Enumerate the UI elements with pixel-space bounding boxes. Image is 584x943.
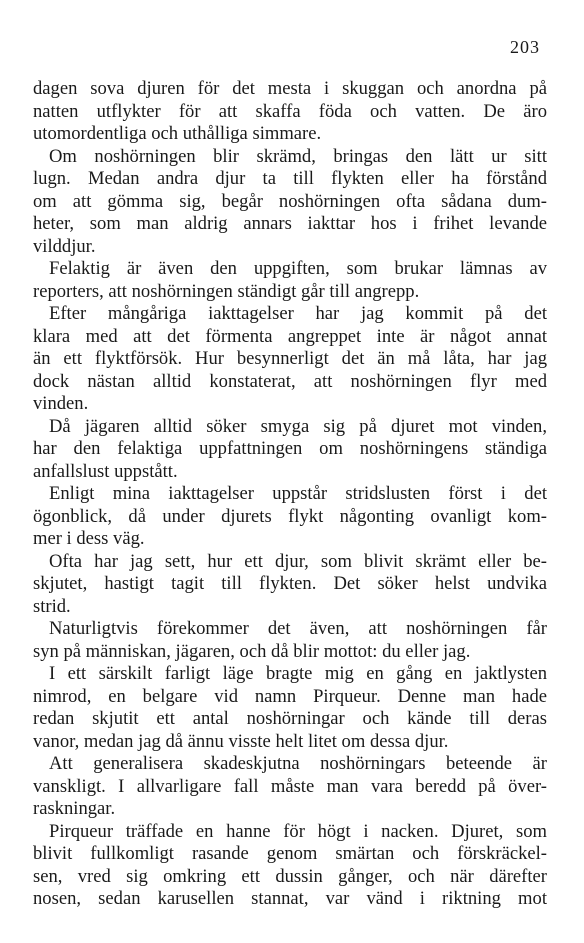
text-line: vanor, medan jag då ännu visste helt litet om dessa djur. bbox=[33, 730, 449, 752]
text-line: Om noshörningen blir skrämd, bringas den lätt ur sitt bbox=[49, 145, 547, 167]
text-line: vinden. bbox=[33, 393, 89, 414]
text-line: vilddjur. bbox=[33, 235, 96, 257]
text-line: Ofta har jag sett, hur ett djur, som blivit skrämt eller be- bbox=[49, 550, 547, 572]
text-line: Att generalisera skadeskjutna noshörningars beteende är bbox=[49, 753, 547, 774]
page-number: 203 bbox=[510, 37, 540, 57]
text-line: blivit fullkomligt rasande genom smärtan och förskräckel- bbox=[33, 843, 547, 864]
text-line: dagen sova djuren för det mesta i skuggan och anordna på bbox=[33, 78, 547, 99]
text-line: har den felaktiga uppfattningen om noshörningens ständiga bbox=[33, 438, 547, 459]
text-line: I ett särskilt farligt läge bragte mig en gång en jaktlysten bbox=[49, 663, 547, 684]
text-line: natten utflykter för att skaffa föda och vatten. De äro bbox=[33, 100, 547, 122]
text-line: lugn. Medan andra djur ta till flykten eller ha förstånd bbox=[33, 168, 547, 189]
text-line: Då jägaren alltid söker smyga sig på djuret mot vinden, bbox=[49, 415, 547, 437]
text-line: ögonblick, då under djurets flykt någonting ovanligt kom- bbox=[33, 505, 547, 527]
text-line: Enligt mina iakttagelser uppstår stridslusten först i det bbox=[49, 483, 547, 504]
text-line: redan skjutit ett antal noshörningar och kände till deras bbox=[33, 708, 547, 729]
text-line: utomordentliga och uthålliga simmare. bbox=[33, 123, 322, 144]
text-line: raskningar. bbox=[33, 798, 116, 819]
text-line: Efter mångåriga iakttagelser har jag kommit på det bbox=[49, 303, 547, 324]
text-line: heter, som man aldrig annars iakttar hos i frihet levande bbox=[33, 213, 547, 234]
text-line: klara med att det förmenta angreppet inte är något annat bbox=[33, 325, 547, 347]
text-line: Felaktig är även den uppgiften, som brukar lämnas av bbox=[49, 258, 547, 279]
body-text bbox=[33, 78, 547, 911]
text-line: mer i dess väg. bbox=[33, 528, 145, 549]
text-line: reporters, att noshörningen ständigt går till angrepp. bbox=[33, 280, 420, 302]
text-line: dock nästan alltid konstaterat, att noshörningen flyr med bbox=[33, 370, 547, 392]
text-line: vanskligt. I allvarligare fall måste man vara beredd på över- bbox=[33, 775, 547, 797]
text-line: anfallslust uppstått. bbox=[33, 460, 178, 482]
text-line: nosen, sedan karusellen stannat, var vänd i riktning mot bbox=[33, 888, 547, 909]
text-line: än ett flyktförsök. Hur besynnerligt det än må låta, har jag bbox=[33, 348, 547, 369]
text-line: skjutet, hastigt tagit till flykten. Det söker helst undvika bbox=[33, 573, 547, 594]
text-line: Pirqueur träffade en hanne för högt i nacken. Djuret, som bbox=[49, 820, 547, 842]
text-line: sen, vred sig omkring ett dussin gånger, och när därefter bbox=[33, 865, 547, 887]
text-line: Naturligtvis förekommer det även, att noshörningen får bbox=[49, 618, 547, 639]
text-line: syn på människan, jägaren, och då blir mottot: du eller jag. bbox=[33, 640, 471, 662]
text-line: nimrod, en belgare vid namn Pirqueur. Denne man hade bbox=[33, 685, 547, 707]
text-line: om att gömma sig, begår noshörningen ofta sådana dum- bbox=[33, 190, 547, 212]
text-line: strid. bbox=[33, 595, 71, 617]
